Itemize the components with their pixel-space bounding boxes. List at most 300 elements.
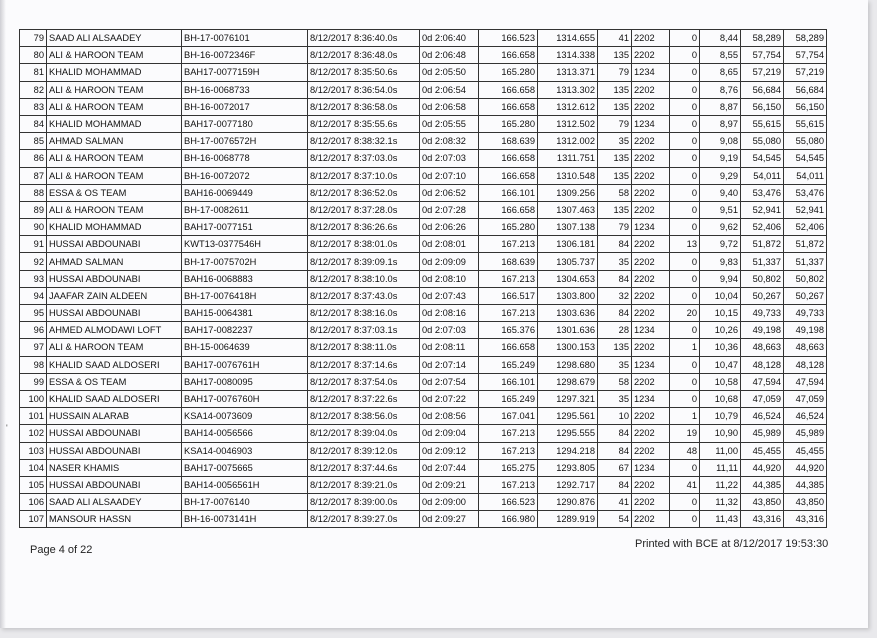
- table-row: [20, 408, 827, 425]
- fancier-name-cell: ESSA & OS TEAM: [47, 184, 182, 201]
- position-cell: 87: [20, 167, 47, 184]
- arrival-time-cell: 8/12/2017 8:36:54.0s: [308, 81, 420, 98]
- fancier-name-cell: NASER KHAMIS: [47, 459, 182, 476]
- arrival-time-cell: 8/12/2017 8:38:16.0s: [308, 305, 420, 322]
- distance-cell: 165.275: [479, 459, 538, 476]
- ring-number-cell: KWT13-0377546H: [182, 236, 308, 253]
- speed-cell: 1306.181: [538, 236, 598, 253]
- total-points-cell: 55,080: [784, 133, 827, 150]
- position-cell: 86: [20, 150, 47, 167]
- entry-count-cell: 135: [598, 339, 632, 356]
- total-points-cell: 44,385: [784, 476, 827, 493]
- total-points-cell: 47,059: [784, 390, 827, 407]
- points-cell: 51,872: [741, 236, 784, 253]
- speed-cell: 1298.679: [538, 373, 598, 390]
- loft-position-cell: 0: [670, 356, 700, 373]
- loft-position-cell: 1: [670, 408, 700, 425]
- fancier-name-cell: ALI & HAROON TEAM: [47, 81, 182, 98]
- percent-cell: 10,58: [700, 373, 741, 390]
- flight-duration-cell: 0d 2:06:26: [420, 219, 479, 236]
- arrival-time-cell: 8/12/2017 8:37:28.0s: [308, 201, 420, 218]
- distance-cell: 167.213: [479, 425, 538, 442]
- arrival-time-cell: 8/12/2017 8:37:22.6s: [308, 390, 420, 407]
- percent-cell: 9,51: [700, 201, 741, 218]
- speed-cell: 1310.548: [538, 167, 598, 184]
- points-cell: 55,615: [741, 115, 784, 132]
- percent-cell: 8,55: [700, 47, 741, 64]
- flight-duration-cell: 0d 2:08:16: [420, 305, 479, 322]
- total-points-cell: 50,802: [784, 270, 827, 287]
- distance-cell: 166.523: [479, 494, 538, 511]
- position-cell: 89: [20, 201, 47, 218]
- fancier-name-cell: ALI & HAROON TEAM: [47, 201, 182, 218]
- flight-duration-cell: 0d 2:06:58: [420, 98, 479, 115]
- distance-cell: 168.639: [479, 133, 538, 150]
- flight-duration-cell: 0d 2:07:03: [420, 322, 479, 339]
- position-cell: 105: [20, 476, 47, 493]
- distance-cell: 166.523: [479, 30, 538, 47]
- table-row: [20, 287, 827, 304]
- fancier-name-cell: HUSSAI ABDOUNABI: [47, 425, 182, 442]
- distance-cell: 166.980: [479, 511, 538, 528]
- table-row: [20, 219, 827, 236]
- loft-position-cell: 0: [670, 219, 700, 236]
- percent-cell: 8,97: [700, 115, 741, 132]
- position-cell: 96: [20, 322, 47, 339]
- speed-cell: 1311.751: [538, 150, 598, 167]
- speed-cell: 1305.737: [538, 253, 598, 270]
- flight-duration-cell: 0d 2:06:54: [420, 81, 479, 98]
- distance-cell: 165.376: [479, 322, 538, 339]
- fancier-name-cell: HUSSAI ABDOUNABI: [47, 305, 182, 322]
- percent-cell: 8,87: [700, 98, 741, 115]
- arrival-time-cell: 8/12/2017 8:39:00.0s: [308, 494, 420, 511]
- flight-duration-cell: 0d 2:05:50: [420, 64, 479, 81]
- points-cell: 54,545: [741, 150, 784, 167]
- section-code-cell: 2202: [632, 30, 670, 47]
- percent-cell: 9,08: [700, 133, 741, 150]
- percent-cell: 8,44: [700, 30, 741, 47]
- loft-position-cell: 0: [670, 30, 700, 47]
- percent-cell: 11,32: [700, 494, 741, 511]
- arrival-time-cell: 8/12/2017 8:38:11.0s: [308, 339, 420, 356]
- points-cell: 58,289: [741, 30, 784, 47]
- flight-duration-cell: 0d 2:06:40: [420, 30, 479, 47]
- percent-cell: 10,79: [700, 408, 741, 425]
- position-cell: 81: [20, 64, 47, 81]
- speed-cell: 1312.002: [538, 133, 598, 150]
- percent-cell: 10,36: [700, 339, 741, 356]
- ring-number-cell: BH-17-0076418H: [182, 287, 308, 304]
- entry-count-cell: 84: [598, 236, 632, 253]
- total-points-cell: 56,684: [784, 81, 827, 98]
- arrival-time-cell: 8/12/2017 8:37:44.6s: [308, 459, 420, 476]
- position-cell: 99: [20, 373, 47, 390]
- loft-position-cell: 0: [670, 287, 700, 304]
- loft-position-cell: 0: [670, 201, 700, 218]
- ring-number-cell: BH-17-0076140: [182, 494, 308, 511]
- fancier-name-cell: AHMAD SALMAN: [47, 253, 182, 270]
- arrival-time-cell: 8/12/2017 8:39:21.0s: [308, 476, 420, 493]
- flight-duration-cell: 0d 2:07:43: [420, 287, 479, 304]
- arrival-time-cell: 8/12/2017 8:39:27.0s: [308, 511, 420, 528]
- table-row: [20, 115, 827, 132]
- total-points-cell: 51,872: [784, 236, 827, 253]
- points-cell: 57,754: [741, 47, 784, 64]
- percent-cell: 9,83: [700, 253, 741, 270]
- section-code-cell: 1234: [632, 322, 670, 339]
- position-cell: 101: [20, 408, 47, 425]
- flight-duration-cell: 0d 2:09:09: [420, 253, 479, 270]
- table-row: [20, 390, 827, 407]
- ring-number-cell: BH-16-0068778: [182, 150, 308, 167]
- table-row: [20, 133, 827, 150]
- arrival-time-cell: 8/12/2017 8:37:14.6s: [308, 356, 420, 373]
- table-row: [20, 476, 827, 493]
- flight-duration-cell: 0d 2:09:27: [420, 511, 479, 528]
- arrival-time-cell: 8/12/2017 8:36:52.0s: [308, 184, 420, 201]
- arrival-time-cell: 8/12/2017 8:39:12.0s: [308, 442, 420, 459]
- page-number: Page 4 of 22: [30, 544, 93, 556]
- section-code-cell: 2202: [632, 236, 670, 253]
- percent-cell: 10,47: [700, 356, 741, 373]
- speed-cell: 1290.876: [538, 494, 598, 511]
- flight-duration-cell: 0d 2:07:14: [420, 356, 479, 373]
- table-row: [20, 64, 827, 81]
- ring-number-cell: BAH15-0064381: [182, 305, 308, 322]
- section-code-cell: 2202: [632, 442, 670, 459]
- fancier-name-cell: MANSOUR HASSN: [47, 511, 182, 528]
- speed-cell: 1312.612: [538, 98, 598, 115]
- table-row: [20, 305, 827, 322]
- entry-count-cell: 84: [598, 442, 632, 459]
- total-points-cell: 52,406: [784, 219, 827, 236]
- entry-count-cell: 135: [598, 81, 632, 98]
- speed-cell: 1314.338: [538, 47, 598, 64]
- arrival-time-cell: 8/12/2017 8:36:40.0s: [308, 30, 420, 47]
- loft-position-cell: 0: [670, 47, 700, 64]
- total-points-cell: 56,150: [784, 98, 827, 115]
- fancier-name-cell: KHALID MOHAMMAD: [47, 64, 182, 81]
- table-row: [20, 201, 827, 218]
- section-code-cell: 2202: [632, 253, 670, 270]
- entry-count-cell: 35: [598, 133, 632, 150]
- position-cell: 85: [20, 133, 47, 150]
- section-code-cell: 1234: [632, 64, 670, 81]
- speed-cell: 1314.655: [538, 30, 598, 47]
- entry-count-cell: 58: [598, 373, 632, 390]
- ring-number-cell: BH-17-0075702H: [182, 253, 308, 270]
- distance-cell: 167.213: [479, 305, 538, 322]
- ring-number-cell: BAH17-0080095: [182, 373, 308, 390]
- speed-cell: 1313.371: [538, 64, 598, 81]
- total-points-cell: 45,455: [784, 442, 827, 459]
- section-code-cell: 1234: [632, 115, 670, 132]
- fancier-name-cell: AHMED ALMODAWI LOFT: [47, 322, 182, 339]
- total-points-cell: 51,337: [784, 253, 827, 270]
- arrival-time-cell: 8/12/2017 8:35:55.6s: [308, 115, 420, 132]
- distance-cell: 166.517: [479, 287, 538, 304]
- table-row: [20, 236, 827, 253]
- section-code-cell: 2202: [632, 339, 670, 356]
- section-code-cell: 2202: [632, 270, 670, 287]
- fancier-name-cell: ALI & HAROON TEAM: [47, 98, 182, 115]
- entry-count-cell: 67: [598, 459, 632, 476]
- section-code-cell: 2202: [632, 184, 670, 201]
- flight-duration-cell: 0d 2:07:44: [420, 459, 479, 476]
- entry-count-cell: 84: [598, 425, 632, 442]
- entry-count-cell: 58: [598, 184, 632, 201]
- scan-edge-shadow: [0, 0, 6, 628]
- total-points-cell: 57,219: [784, 64, 827, 81]
- total-points-cell: 46,524: [784, 408, 827, 425]
- arrival-time-cell: 8/12/2017 8:35:50.6s: [308, 64, 420, 81]
- loft-position-cell: 48: [670, 442, 700, 459]
- table-row: [20, 150, 827, 167]
- position-cell: 97: [20, 339, 47, 356]
- table-row: [20, 425, 827, 442]
- points-cell: 51,337: [741, 253, 784, 270]
- fancier-name-cell: ESSA & OS TEAM: [47, 373, 182, 390]
- section-code-cell: 2202: [632, 494, 670, 511]
- entry-count-cell: 84: [598, 270, 632, 287]
- loft-position-cell: 0: [670, 459, 700, 476]
- loft-position-cell: 0: [670, 511, 700, 528]
- fancier-name-cell: KHALID MOHAMMAD: [47, 219, 182, 236]
- points-cell: 44,385: [741, 476, 784, 493]
- arrival-time-cell: 8/12/2017 8:39:04.0s: [308, 425, 420, 442]
- position-cell: 82: [20, 81, 47, 98]
- distance-cell: 166.101: [479, 373, 538, 390]
- table-row: [20, 494, 827, 511]
- table-row: [20, 339, 827, 356]
- speed-cell: 1289.919: [538, 511, 598, 528]
- ring-number-cell: KSA14-0073609: [182, 408, 308, 425]
- points-cell: 43,316: [741, 511, 784, 528]
- speed-cell: 1303.636: [538, 305, 598, 322]
- speed-cell: 1298.680: [538, 356, 598, 373]
- table-row: [20, 356, 827, 373]
- position-cell: 106: [20, 494, 47, 511]
- distance-cell: 167.041: [479, 408, 538, 425]
- entry-count-cell: 35: [598, 253, 632, 270]
- entry-count-cell: 32: [598, 287, 632, 304]
- percent-cell: 10,90: [700, 425, 741, 442]
- distance-cell: 166.658: [479, 98, 538, 115]
- points-cell: 49,198: [741, 322, 784, 339]
- arrival-time-cell: 8/12/2017 8:37:03.0s: [308, 150, 420, 167]
- position-cell: 104: [20, 459, 47, 476]
- position-cell: 91: [20, 236, 47, 253]
- total-points-cell: 44,920: [784, 459, 827, 476]
- speed-cell: 1307.463: [538, 201, 598, 218]
- ring-number-cell: BH-17-0082611: [182, 201, 308, 218]
- entry-count-cell: 84: [598, 305, 632, 322]
- section-code-cell: 2202: [632, 98, 670, 115]
- ring-number-cell: BAH17-0076761H: [182, 356, 308, 373]
- ring-number-cell: BAH17-0076760H: [182, 390, 308, 407]
- speed-cell: 1313.302: [538, 81, 598, 98]
- arrival-time-cell: 8/12/2017 8:38:10.0s: [308, 270, 420, 287]
- flight-duration-cell: 0d 2:08:10: [420, 270, 479, 287]
- ring-number-cell: BAH14-0056561H: [182, 476, 308, 493]
- ring-number-cell: BAH17-0077159H: [182, 64, 308, 81]
- distance-cell: 167.213: [479, 236, 538, 253]
- distance-cell: 167.213: [479, 442, 538, 459]
- distance-cell: 166.658: [479, 81, 538, 98]
- points-cell: 48,128: [741, 356, 784, 373]
- section-code-cell: 2202: [632, 167, 670, 184]
- points-cell: 56,150: [741, 98, 784, 115]
- entry-count-cell: 54: [598, 511, 632, 528]
- ring-number-cell: BH-16-0072017: [182, 98, 308, 115]
- points-cell: 45,455: [741, 442, 784, 459]
- loft-position-cell: 0: [670, 270, 700, 287]
- entry-count-cell: 10: [598, 408, 632, 425]
- ring-number-cell: BAH17-0077180: [182, 115, 308, 132]
- arrival-time-cell: 8/12/2017 8:37:10.0s: [308, 167, 420, 184]
- fancier-name-cell: SAAD ALI ALSAADEY: [47, 30, 182, 47]
- percent-cell: 9,94: [700, 270, 741, 287]
- total-points-cell: 49,733: [784, 305, 827, 322]
- flight-duration-cell: 0d 2:09:04: [420, 425, 479, 442]
- entry-count-cell: 135: [598, 98, 632, 115]
- table-row: [20, 47, 827, 64]
- entry-count-cell: 135: [598, 167, 632, 184]
- position-cell: 88: [20, 184, 47, 201]
- position-cell: 95: [20, 305, 47, 322]
- section-code-cell: 2202: [632, 201, 670, 218]
- ring-number-cell: BH-15-0064639: [182, 339, 308, 356]
- flight-duration-cell: 0d 2:08:01: [420, 236, 479, 253]
- fancier-name-cell: AHMAD SALMAN: [47, 133, 182, 150]
- flight-duration-cell: 0d 2:06:48: [420, 47, 479, 64]
- entry-count-cell: 135: [598, 47, 632, 64]
- flight-duration-cell: 0d 2:07:03: [420, 150, 479, 167]
- distance-cell: 166.658: [479, 167, 538, 184]
- section-code-cell: 2202: [632, 305, 670, 322]
- total-points-cell: 54,011: [784, 167, 827, 184]
- arrival-time-cell: 8/12/2017 8:38:01.0s: [308, 236, 420, 253]
- arrival-time-cell: 8/12/2017 8:36:26.6s: [308, 219, 420, 236]
- position-cell: 79: [20, 30, 47, 47]
- position-cell: 94: [20, 287, 47, 304]
- speed-cell: 1295.555: [538, 425, 598, 442]
- flight-duration-cell: 0d 2:09:12: [420, 442, 479, 459]
- speed-cell: 1294.218: [538, 442, 598, 459]
- distance-cell: 166.658: [479, 47, 538, 64]
- points-cell: 57,219: [741, 64, 784, 81]
- flight-duration-cell: 0d 2:08:32: [420, 133, 479, 150]
- total-points-cell: 48,663: [784, 339, 827, 356]
- table-row: [20, 167, 827, 184]
- race-results-table: [19, 29, 827, 528]
- fancier-name-cell: HUSSAI ABDOUNABI: [47, 476, 182, 493]
- loft-position-cell: 1: [670, 339, 700, 356]
- entry-count-cell: 28: [598, 322, 632, 339]
- percent-cell: 10,26: [700, 322, 741, 339]
- table-row: [20, 511, 827, 528]
- points-cell: 49,733: [741, 305, 784, 322]
- table-row: [20, 373, 827, 390]
- speed-cell: 1309.256: [538, 184, 598, 201]
- speed-cell: 1301.636: [538, 322, 598, 339]
- entry-count-cell: 41: [598, 30, 632, 47]
- speed-cell: 1292.717: [538, 476, 598, 493]
- section-code-cell: 2202: [632, 511, 670, 528]
- section-code-cell: 2202: [632, 81, 670, 98]
- total-points-cell: 57,754: [784, 47, 827, 64]
- section-code-cell: 2202: [632, 373, 670, 390]
- fancier-name-cell: SAAD ALI ALSAADEY: [47, 494, 182, 511]
- distance-cell: 168.639: [479, 253, 538, 270]
- loft-position-cell: 41: [670, 476, 700, 493]
- section-code-cell: 2202: [632, 133, 670, 150]
- loft-position-cell: 0: [670, 81, 700, 98]
- position-cell: 100: [20, 390, 47, 407]
- scan-mark: ': [6, 423, 8, 433]
- position-cell: 102: [20, 425, 47, 442]
- speed-cell: 1293.805: [538, 459, 598, 476]
- distance-cell: 165.280: [479, 219, 538, 236]
- flight-duration-cell: 0d 2:07:10: [420, 167, 479, 184]
- table-row: [20, 442, 827, 459]
- points-cell: 47,059: [741, 390, 784, 407]
- points-cell: 52,406: [741, 219, 784, 236]
- loft-position-cell: 0: [670, 167, 700, 184]
- loft-position-cell: 0: [670, 390, 700, 407]
- fancier-name-cell: KHALID SAAD ALDOSERI: [47, 356, 182, 373]
- percent-cell: 8,65: [700, 64, 741, 81]
- section-code-cell: 2202: [632, 150, 670, 167]
- printed-timestamp: Printed with BCE at 8/12/2017 19:53:30: [635, 538, 829, 550]
- total-points-cell: 47,594: [784, 373, 827, 390]
- table-row: [20, 184, 827, 201]
- fancier-name-cell: KHALID MOHAMMAD: [47, 115, 182, 132]
- percent-cell: 9,29: [700, 167, 741, 184]
- section-code-cell: 2202: [632, 47, 670, 64]
- entry-count-cell: 79: [598, 64, 632, 81]
- entry-count-cell: 135: [598, 150, 632, 167]
- percent-cell: 9,40: [700, 184, 741, 201]
- results-rows: [20, 30, 827, 528]
- arrival-time-cell: 8/12/2017 8:38:56.0s: [308, 408, 420, 425]
- percent-cell: 8,76: [700, 81, 741, 98]
- speed-cell: 1297.321: [538, 390, 598, 407]
- section-code-cell: 1234: [632, 356, 670, 373]
- section-code-cell: 2202: [632, 287, 670, 304]
- loft-position-cell: 20: [670, 305, 700, 322]
- entry-count-cell: 79: [598, 219, 632, 236]
- loft-position-cell: 0: [670, 494, 700, 511]
- distance-cell: 166.658: [479, 150, 538, 167]
- points-cell: 46,524: [741, 408, 784, 425]
- speed-cell: 1304.653: [538, 270, 598, 287]
- entry-count-cell: 41: [598, 494, 632, 511]
- section-code-cell: 2202: [632, 476, 670, 493]
- loft-position-cell: 0: [670, 150, 700, 167]
- position-cell: 80: [20, 47, 47, 64]
- flight-duration-cell: 0d 2:09:21: [420, 476, 479, 493]
- entry-count-cell: 135: [598, 201, 632, 218]
- speed-cell: 1312.502: [538, 115, 598, 132]
- position-cell: 92: [20, 253, 47, 270]
- distance-cell: 165.280: [479, 64, 538, 81]
- ring-number-cell: BH-16-0073141H: [182, 511, 308, 528]
- percent-cell: 9,19: [700, 150, 741, 167]
- speed-cell: 1300.153: [538, 339, 598, 356]
- position-cell: 107: [20, 511, 47, 528]
